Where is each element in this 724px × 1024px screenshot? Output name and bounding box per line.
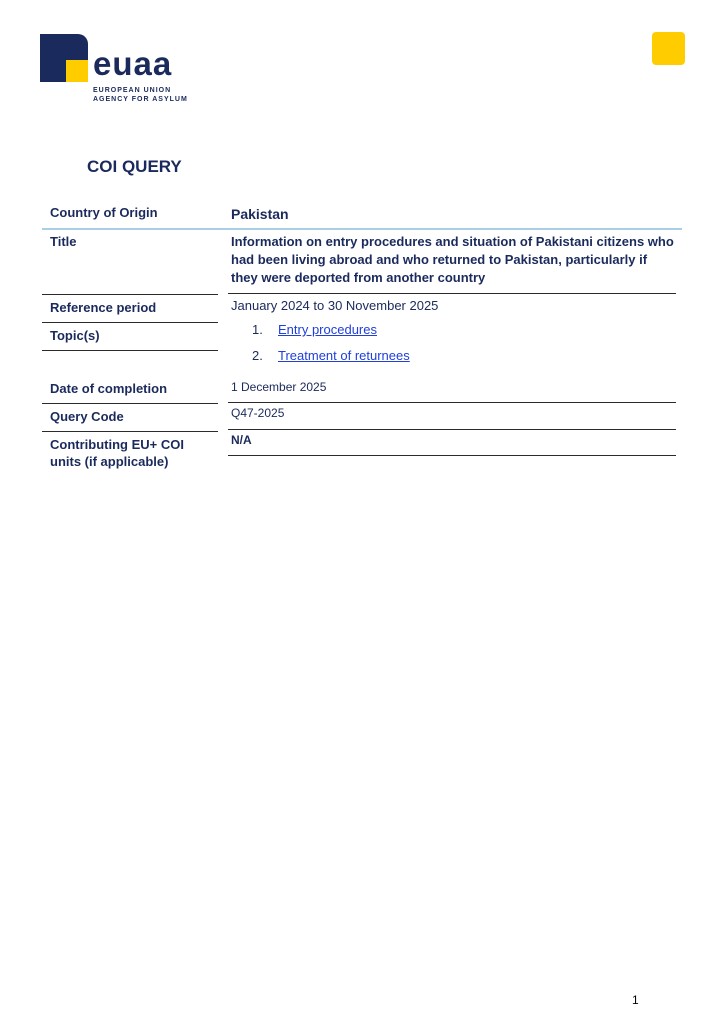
- contributing-units-label: Contributing EU+ COI units (if applicable): [50, 437, 184, 469]
- completion-date-label: Date of completion: [50, 381, 168, 396]
- row-divider-units-right: [228, 455, 676, 456]
- row-divider-completion-left: [42, 403, 218, 404]
- row-divider-completion-right: [228, 402, 676, 403]
- title-value: Information on entry procedures and situation of Pakistani citizens who had been living abroad and who returned to Pakistan, particularly if they were deported from another country: [231, 234, 674, 285]
- title-label: Title: [50, 234, 77, 249]
- logo-mark-yellow: [66, 60, 88, 82]
- corner-accent-square: [652, 32, 685, 65]
- topic-number: 1.: [252, 322, 263, 337]
- row-divider-reference-left: [42, 322, 218, 323]
- row-divider-topics-left: [42, 350, 218, 351]
- reference-period-value: January 2024 to 30 November 2025: [231, 298, 439, 313]
- topic-link-treatment-of-returnees[interactable]: Treatment of returnees: [278, 348, 410, 363]
- page-number: 1: [632, 993, 639, 1007]
- logo-subtitle-line2: AGENCY FOR ASYLUM: [93, 96, 188, 103]
- logo-subtitle-line1: EUROPEAN UNION: [93, 87, 172, 94]
- row-divider-code-left: [42, 431, 218, 432]
- country-label: Country of Origin: [50, 205, 158, 220]
- topic-item: [252, 321, 410, 347]
- topic-link-entry-procedures[interactable]: Entry procedures: [278, 322, 377, 337]
- row-divider-title-right: [228, 293, 676, 294]
- country-value: Pakistan: [231, 206, 289, 222]
- reference-period-label: Reference period: [50, 300, 157, 315]
- topics-list: [252, 321, 410, 373]
- topic-item: [252, 347, 410, 373]
- document-title: COI QUERY: [87, 157, 182, 176]
- header-divider: [42, 228, 682, 230]
- query-code-label: Query Code: [50, 409, 124, 424]
- row-divider-title-left: [42, 294, 218, 295]
- topic-number: 2.: [252, 348, 263, 363]
- logo-wordmark: euaa: [93, 45, 173, 82]
- topics-label: Topic(s): [50, 328, 100, 343]
- row-divider-code-right: [228, 429, 676, 430]
- logo-mark: [40, 34, 88, 82]
- query-code-value: Q47-2025: [231, 406, 285, 420]
- contributing-units-value: N/A: [231, 433, 252, 447]
- completion-date-value: 1 December 2025: [231, 380, 327, 394]
- euaa-logo: [40, 34, 190, 106]
- logo-subtitle: [93, 86, 188, 104]
